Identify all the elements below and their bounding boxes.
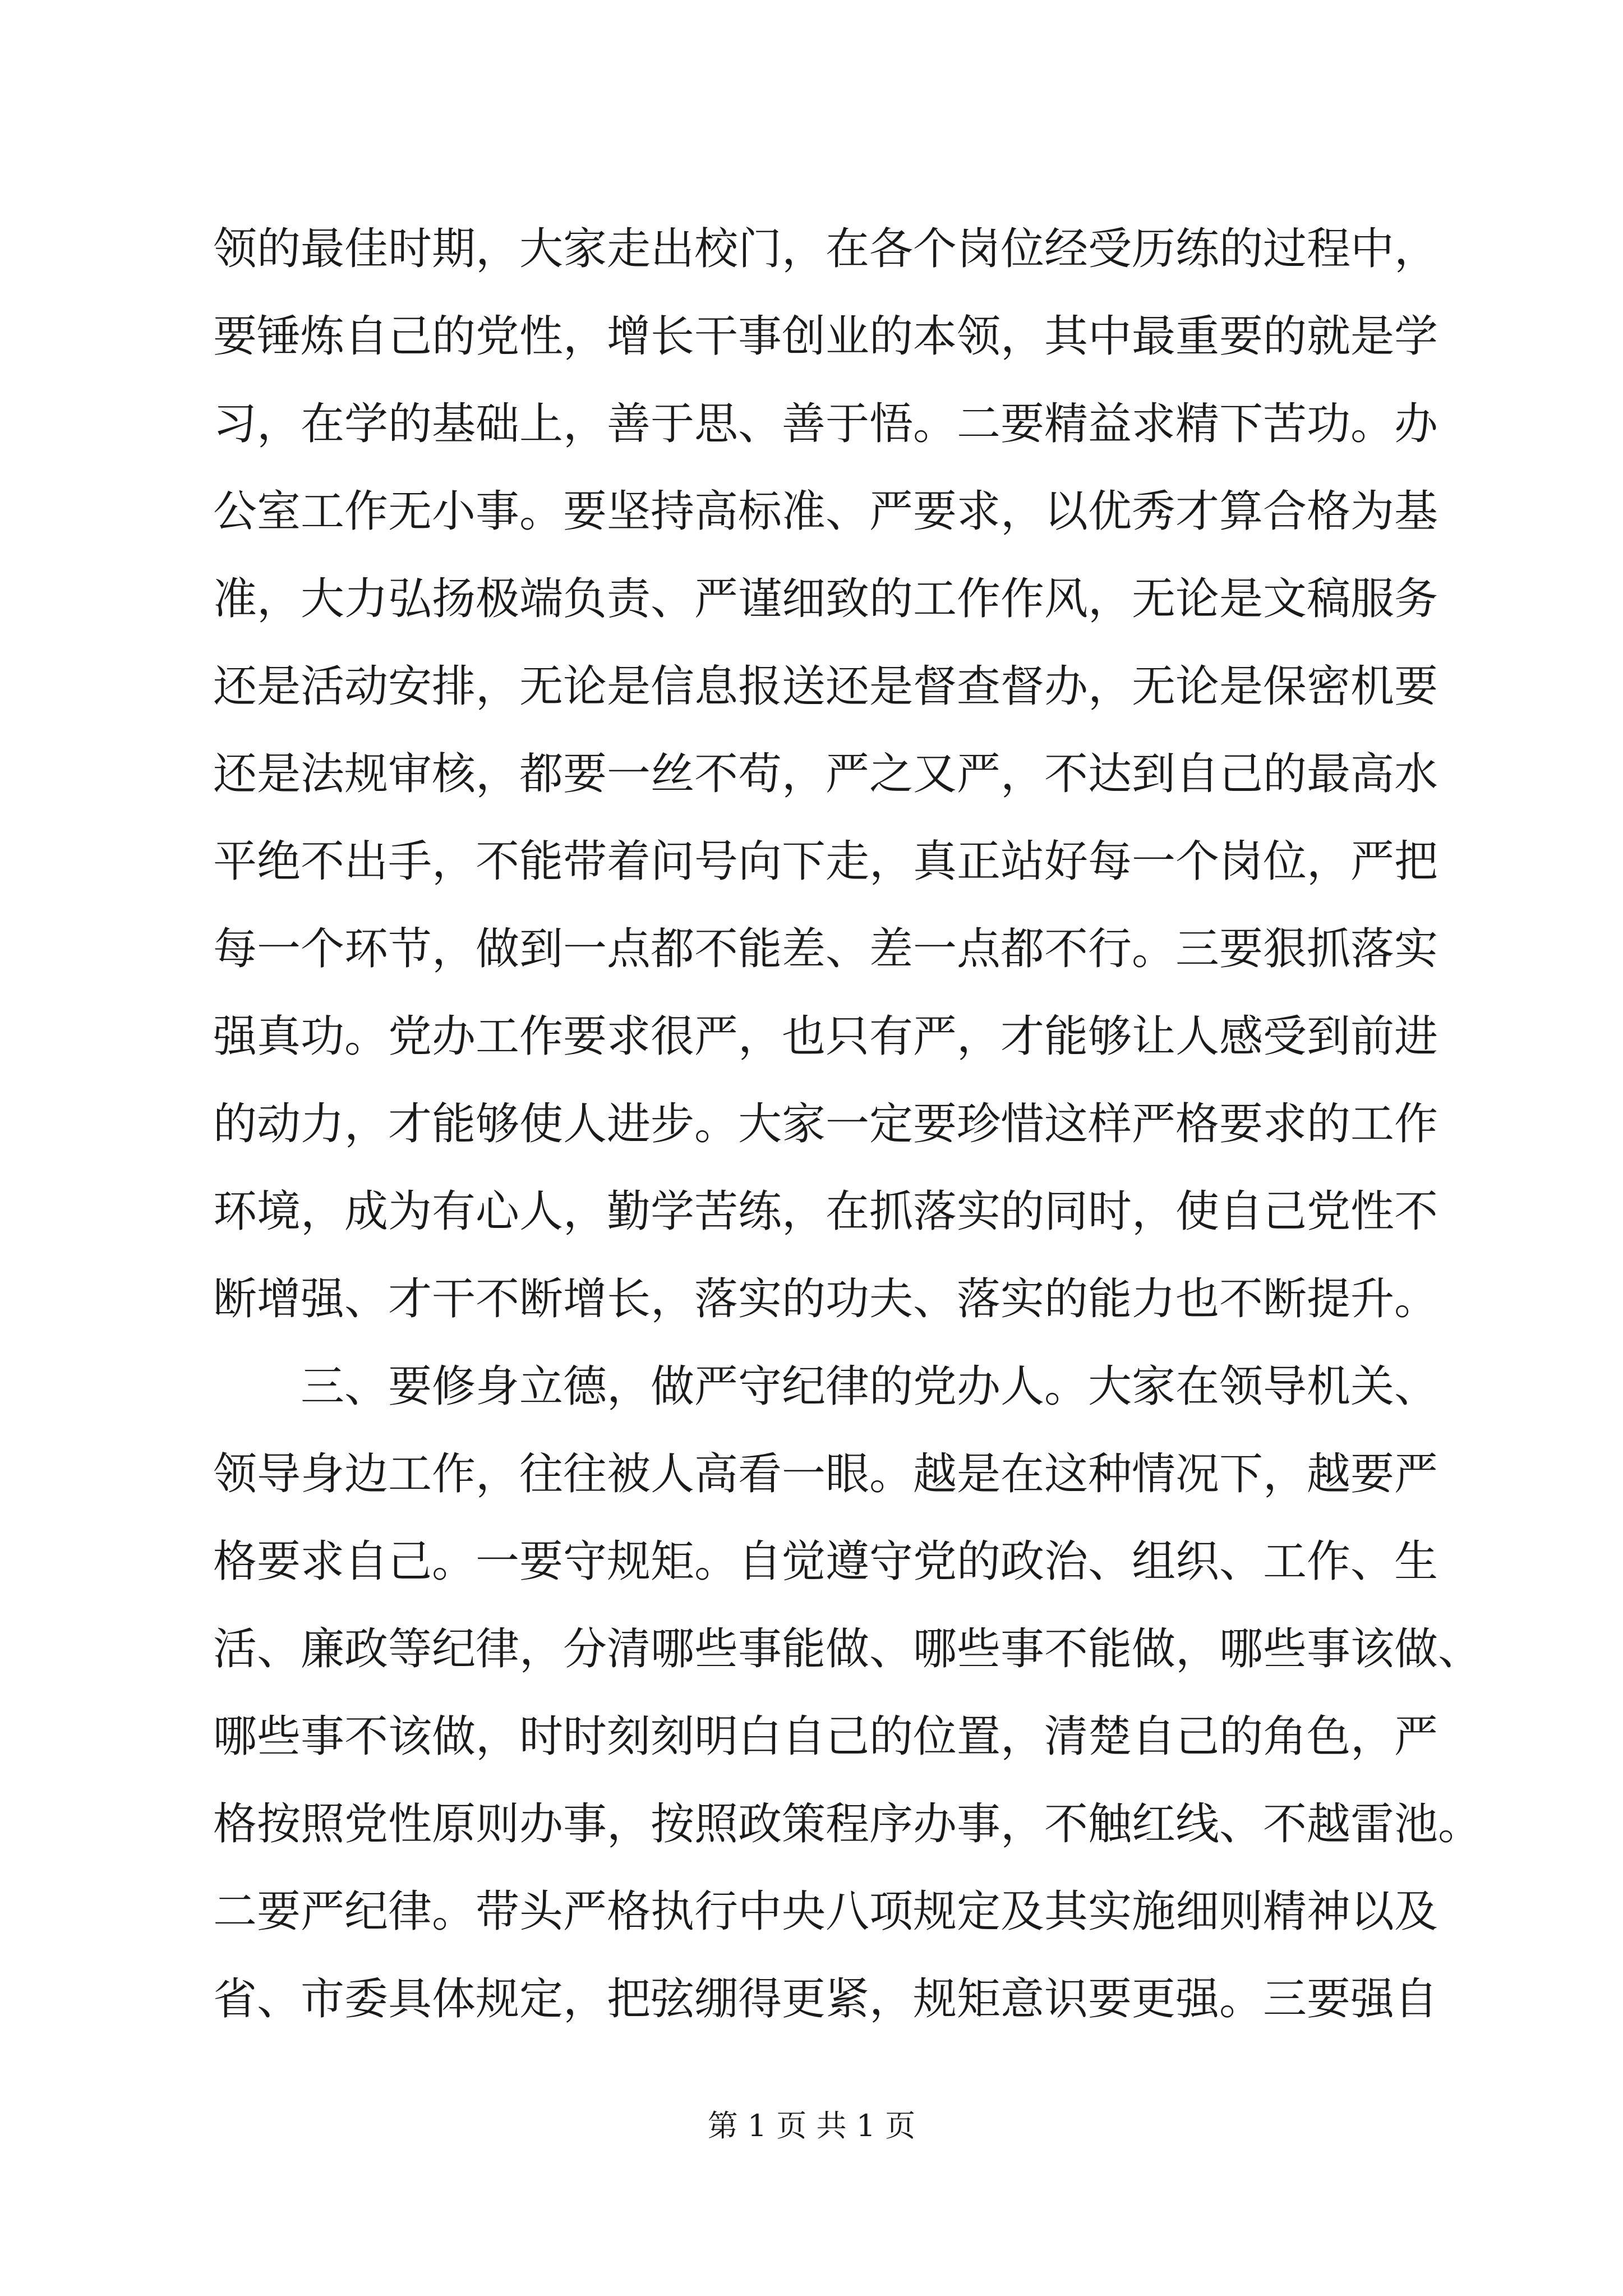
document-body (213, 205, 1482, 2043)
text-line: 的动力，才能够使人进步。大家一定要珍惜这样严格要求的工作 (213, 1099, 1438, 1149)
text-line: 每一个环节，做到一点都不能差、差一点都不行。三要狠抓落实 (213, 924, 1438, 974)
text-line: 领的最佳时期，大家走出校门，在各个岗位经受历练的过程中， (213, 224, 1438, 274)
text-line: 还是法规审核，都要一丝不苟，严之又严，不达到自己的最高水 (213, 749, 1438, 799)
section-heading-line: 三、要修身立德，做严守纪律的党办人。大家在领导机关、 (301, 1361, 1438, 1412)
text-line: 断增强、才干不断增长，落实的功夫、落实的能力也不断提升。 (213, 1274, 1438, 1324)
text-line: 准，大力弘扬极端负责、严谨细致的工作作风，无论是文稿服务 (213, 574, 1438, 624)
text-line: 习，在学的基础上，善于思、善于悟。二要精益求精下苦功。办 (213, 399, 1438, 449)
text-line: 平绝不出手，不能带着问号向下走，真正站好每一个岗位，严把 (213, 836, 1438, 887)
text-line: 领导身边工作，往往被人高看一眼。越是在这种情况下，越要严 (213, 1449, 1438, 1499)
page-footer: 第 1 页 共 1 页 (707, 2108, 916, 2143)
text-line: 格按照党性原则办事，按照政策程序办事，不触红线、不越雷池。 (213, 1799, 1482, 1849)
text-line: 还是活动安排，无论是信息报送还是督查督办，无论是保密机要 (213, 661, 1438, 712)
text-line: 格要求自己。一要守规矩。自觉遵守党的政治、组织、工作、生 (213, 1536, 1438, 1587)
text-line: 活、廉政等纪律，分清哪些事能做、哪些事不能做，哪些事该做、 (213, 1624, 1482, 1674)
text-line: 省、市委具体规定，把弦绷得更紧，规矩意识要更强。三要强自 (213, 1974, 1438, 2024)
text-line: 要锤炼自己的党性，增长干事创业的本领，其中最重要的就是学 (213, 311, 1438, 362)
text-line: 强真功。党办工作要求很严，也只有严，才能够让人感受到前进 (213, 1011, 1438, 1062)
text-line: 哪些事不该做，时时刻刻明白自己的位置，清楚自己的角色，严 (213, 1711, 1438, 1762)
text-line: 环境，成为有心人，勤学苦练，在抓落实的同时，使自己党性不 (213, 1186, 1438, 1237)
text-line: 公室工作无小事。要坚持高标准、严要求，以优秀才算合格为基 (213, 486, 1438, 537)
text-line: 二要严纪律。带头严格执行中央八项规定及其实施细则精神以及 (213, 1887, 1438, 1937)
